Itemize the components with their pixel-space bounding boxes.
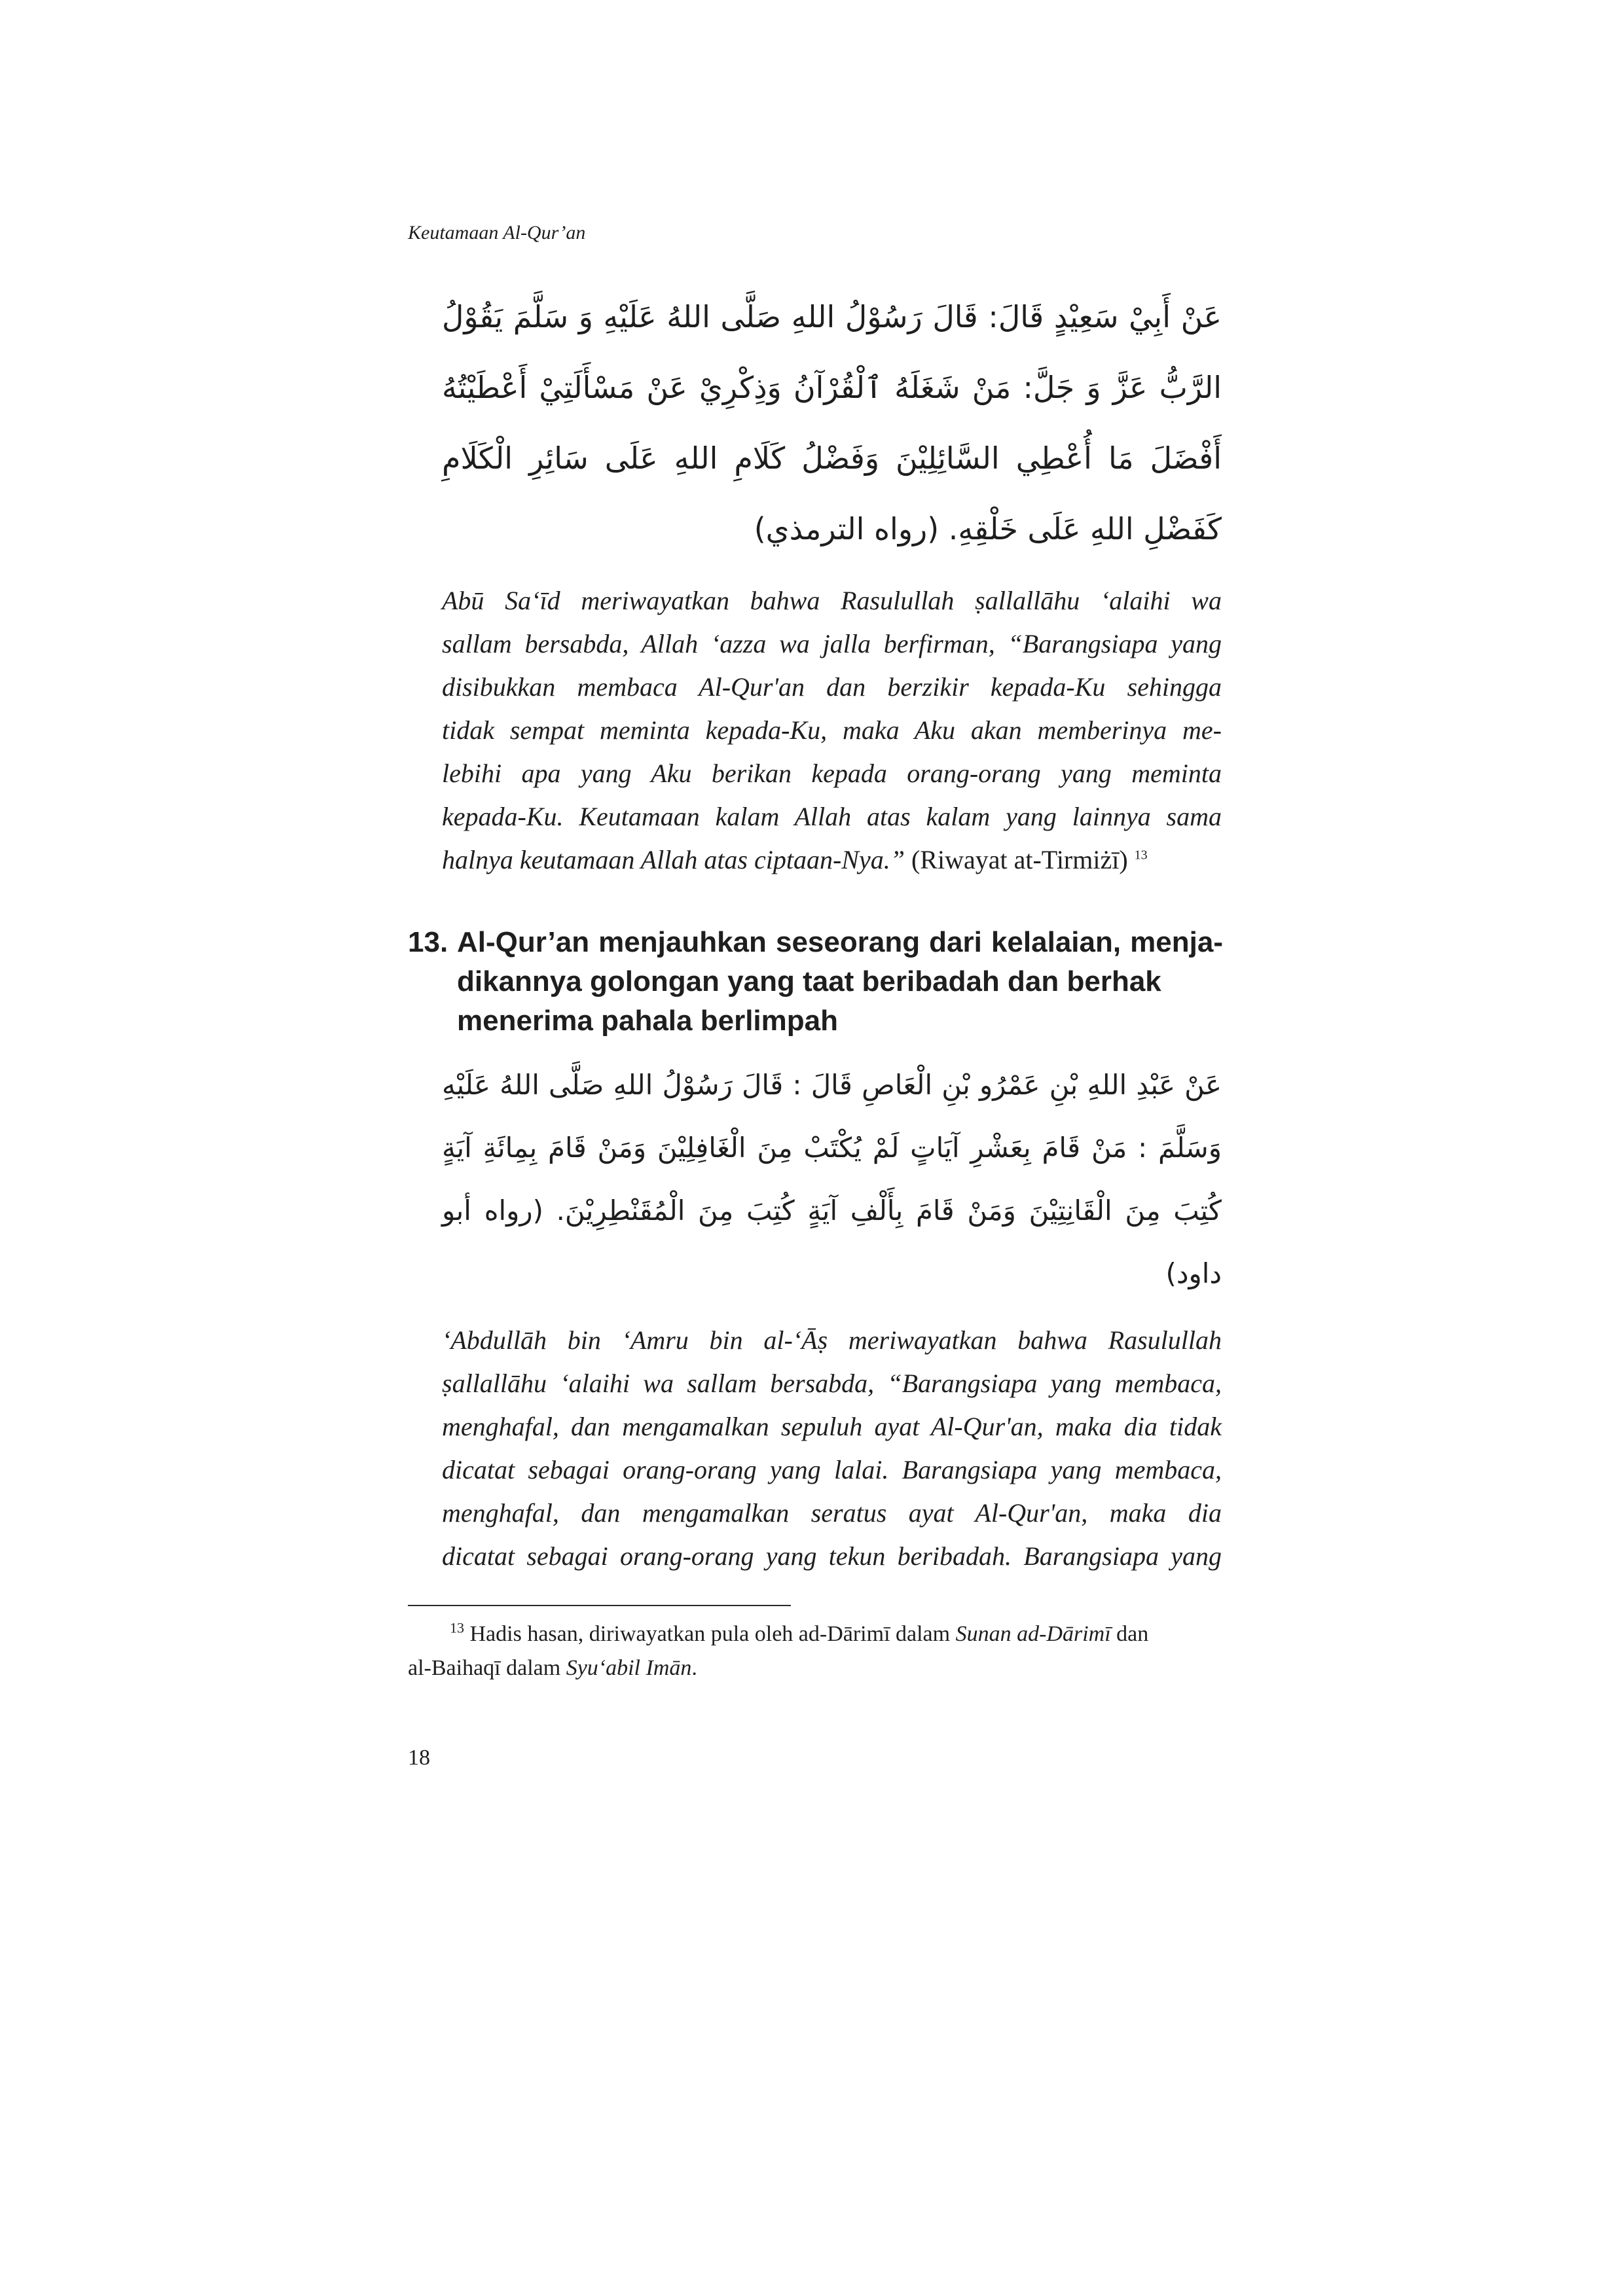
footnote-reference: 13	[1134, 848, 1148, 863]
translation-line	[442, 1319, 1222, 1362]
arabic-line	[442, 1054, 1222, 1117]
arabic-line	[442, 1242, 1222, 1305]
arabic-hadith-2	[442, 1054, 1222, 1305]
section-number: 13.	[408, 926, 448, 958]
translation-line	[442, 1492, 1222, 1535]
footnote-marker: 13	[450, 1619, 464, 1636]
translation-line-text: menghafal, dan mengamalkan sepuluh ayat Al-Qur'an, maka dia tidak	[442, 1412, 1222, 1441]
footnote-text: al-Baihaqī dalam	[408, 1656, 561, 1680]
arabic-line	[442, 352, 1222, 423]
heading-line	[457, 962, 1223, 1001]
arabic-line-text: الرَّبُّ عَزَّ وَ جَلَّ: مَنْ شَغَلَهُ ٱلْقُرْآنُ وَذِكْرِيْ عَنْ مَسْأَلَتِيْ أَعْطَيْتُهُ	[442, 370, 1222, 405]
heading-line-text: Al-Qur’an menjauhkan seseorang dari kelalaian, menja-	[457, 926, 1223, 958]
translation-line-text: ṣallallāhu ‘alaihi wa sallam bersabda, “Barangsiapa yang membaca,	[442, 1369, 1222, 1398]
translation-line-text: ‘Abdullāh bin ‘Amru bin al-‘Āṣ meriwayatkan bahwa Rasulullah	[442, 1325, 1222, 1355]
translation-line-text: disibukkan membaca Al-Qur'an dan berzikir kepada-Ku sehingga	[442, 672, 1222, 702]
translation-line	[442, 579, 1222, 622]
heading-line	[457, 1001, 1223, 1041]
translation-line-text: sallam bersabda, Allah ‘azza wa jalla berfirman, “Barangsiapa yang	[442, 629, 1222, 658]
footnote-line	[408, 1651, 1259, 1685]
section-title	[457, 923, 1223, 1041]
footnote-text: dan	[1116, 1622, 1149, 1646]
arabic-line	[442, 493, 1222, 564]
arabic-line-text: وَسَلَّمَ : مَنْ قَامَ بِعَشْرِ آيَاتٍ لَمْ يُكْتَبْ مِنَ الْغَافِلِيْنَ وَمَنْ قَامَ بِمِائَةِ آيَةٍ	[442, 1132, 1222, 1164]
heading-line-text: dikannya golongan yang taat beribadah dan berhak	[457, 965, 1161, 997]
arabic-hadith-1	[442, 281, 1222, 564]
heading-line-text: menerima pahala berlimpah	[457, 1005, 838, 1037]
arabic-line	[442, 281, 1222, 352]
translation-line	[442, 709, 1222, 752]
footnote-rule	[408, 1605, 791, 1606]
arabic-line	[442, 1117, 1222, 1179]
arabic-line	[442, 1179, 1222, 1242]
translation-line-text: dicatat sebagai orang-orang yang tekun beribadah. Barangsiapa yang	[442, 1541, 1222, 1571]
section-heading	[408, 923, 1223, 1041]
translation-line	[442, 795, 1222, 838]
arabic-line	[442, 423, 1222, 493]
footnote-book-title: Syu‘abil Imān	[566, 1656, 692, 1680]
footnote-book-title: Sunan ad-Dārimī	[955, 1622, 1111, 1646]
translation-line	[442, 1362, 1222, 1405]
hadith-source: (Riwayat at-Tirmiżī)	[911, 845, 1128, 874]
translation-line	[442, 752, 1222, 795]
arabic-line-text: أَفْضَلَ مَا أُعْطِي السَّائِلِيْنَ وَفَضْلُ كَلَامِ اللهِ عَلَى سَائِرِ الْكَلَامِ	[442, 440, 1222, 476]
translation-line-text: tidak sempat meminta kepada-Ku, maka Aku akan memberinya me-	[442, 715, 1222, 745]
arabic-line-text: عَنْ عَبْدِ اللهِ بْنِ عَمْرُو بْنِ الْعَاصِ قَالَ : قَالَ رَسُوْلُ اللهِ صَلَّى اللهُ عَلَيْهِ	[442, 1069, 1222, 1101]
running-header	[408, 216, 585, 250]
translation-last-line	[442, 845, 1148, 874]
heading-line	[457, 923, 1223, 962]
footnote-text: .	[691, 1656, 697, 1680]
translation-line-text: dicatat sebagai orang-orang yang lalai. Barangsiapa yang membaca,	[442, 1455, 1222, 1484]
footnote	[408, 1617, 1259, 1685]
arabic-line-text: كَفَضْلِ اللهِ عَلَى خَلْقِهِ. (رواه الترمذي)	[754, 511, 1222, 547]
translation-line-text: kepada-Ku. Keutamaan kalam Allah atas kalam yang lainnya sama	[442, 802, 1222, 831]
page-number	[408, 1741, 430, 1775]
translation-line	[442, 666, 1222, 709]
translation-line-last	[442, 838, 1222, 882]
arabic-line-text: داود)	[1165, 1257, 1222, 1289]
arabic-line-text: كُتِبَ مِنَ الْقَانِتِيْنَ وَمَنْ قَامَ بِأَلْفِ آيَةٍ كُتِبَ مِنَ الْمُقَنْطِرِيْنَ. (رواه أبو	[442, 1194, 1222, 1227]
translation-line	[442, 1535, 1222, 1578]
page-number-text: 18	[408, 1746, 430, 1770]
arabic-line-text: عَنْ أَبِيْ سَعِيْدٍ قَالَ: قَالَ رَسُوْلُ اللهِ صَلَّى اللهُ عَلَيْهِ وَ سَلَّمَ يَقُوْلُ	[442, 299, 1222, 334]
translation-line-text: menghafal, dan mengamalkan seratus ayat Al-Qur'an, maka dia	[442, 1498, 1222, 1528]
translation-line-text: Abū Sa‘īd meriwayatkan bahwa Rasulullah ṣallallāhu ‘alaihi wa	[442, 586, 1222, 615]
translation-line	[442, 1448, 1222, 1492]
translation-paragraph-2	[442, 1319, 1222, 1578]
running-title: Keutamaan Al-Qur’an	[408, 222, 586, 243]
translation-line	[442, 622, 1222, 666]
footnote-line	[408, 1617, 1259, 1651]
translation-last-text: halnya keutamaan Allah atas ciptaan-Nya.”	[442, 845, 905, 874]
translation-line	[442, 1405, 1222, 1448]
footnote-text: Hadis hasan, diriwayatkan pula oleh ad-Dārimī dalam	[469, 1622, 951, 1646]
translation-line-text: lebihi apa yang Aku berikan kepada orang-orang yang meminta	[442, 759, 1222, 788]
translation-paragraph-1	[442, 579, 1222, 882]
